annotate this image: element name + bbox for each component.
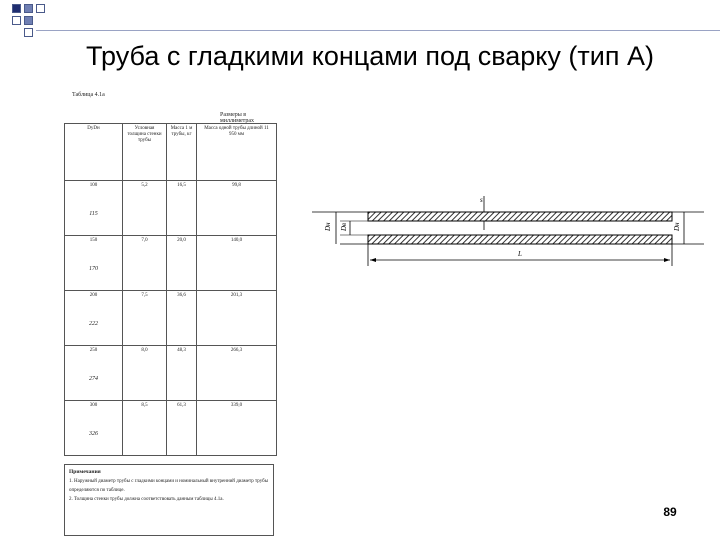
header-mass-m: Масса 1 м трубы, кг [167, 124, 197, 181]
header-mass-pipe: Масса одной трубы длиной 11 950 мм [197, 124, 277, 181]
deco-square [24, 28, 33, 37]
deco-square [24, 16, 33, 25]
deco-square [12, 16, 21, 25]
table-row: 300 326 8,5 61,3 339,0 [65, 401, 277, 456]
label-outer-diameter: Dн [324, 222, 332, 231]
label-outer-diameter-right: Dн [673, 222, 681, 231]
deco-square [24, 4, 33, 13]
dimension-note: Размеры в миллиметрах [220, 112, 255, 124]
table-row: 200 222 7,5 36,6 201,3 [65, 291, 277, 346]
label-wall: s [480, 196, 483, 204]
header-divider [36, 30, 720, 31]
header-wall: Условная толщина стенки трубы [123, 124, 167, 181]
table-row: 150 170 7,0 20,0 140,0 [65, 236, 277, 291]
spec-table [64, 123, 277, 456]
deco-square [12, 4, 21, 13]
deco-square [36, 4, 45, 13]
table-header-row [65, 124, 277, 181]
notes-title: Примечания [69, 469, 101, 475]
spec-document [60, 88, 280, 540]
pipe-wall-top [368, 212, 672, 221]
pipe-wall-bottom [368, 235, 672, 244]
header-dy: DyDн [65, 124, 123, 181]
table-row: 250 274 8,0 48,3 266,3 [65, 346, 277, 401]
table-notes [64, 464, 274, 536]
page-number: 89 [663, 505, 677, 519]
table-row: 100 115 5,2 16,5 99,8 [65, 181, 277, 236]
label-length: L [518, 250, 522, 258]
table-label: Таблица 4.1а [72, 92, 105, 98]
note-item: 2. Толщина стенки трубы должна соответствовать данным таблицы 4.1а. [69, 497, 224, 502]
slide-title: Труба с гладкими концами под сварку (тип А) [86, 41, 654, 71]
label-inner-diameter: Dв [340, 222, 348, 231]
pipe-drawing [312, 190, 704, 270]
note-item: 1. Наружный диаметр трубы с гладкими концами и номинальный внутренний диаметр трубы определяются по таблице. [69, 479, 269, 493]
